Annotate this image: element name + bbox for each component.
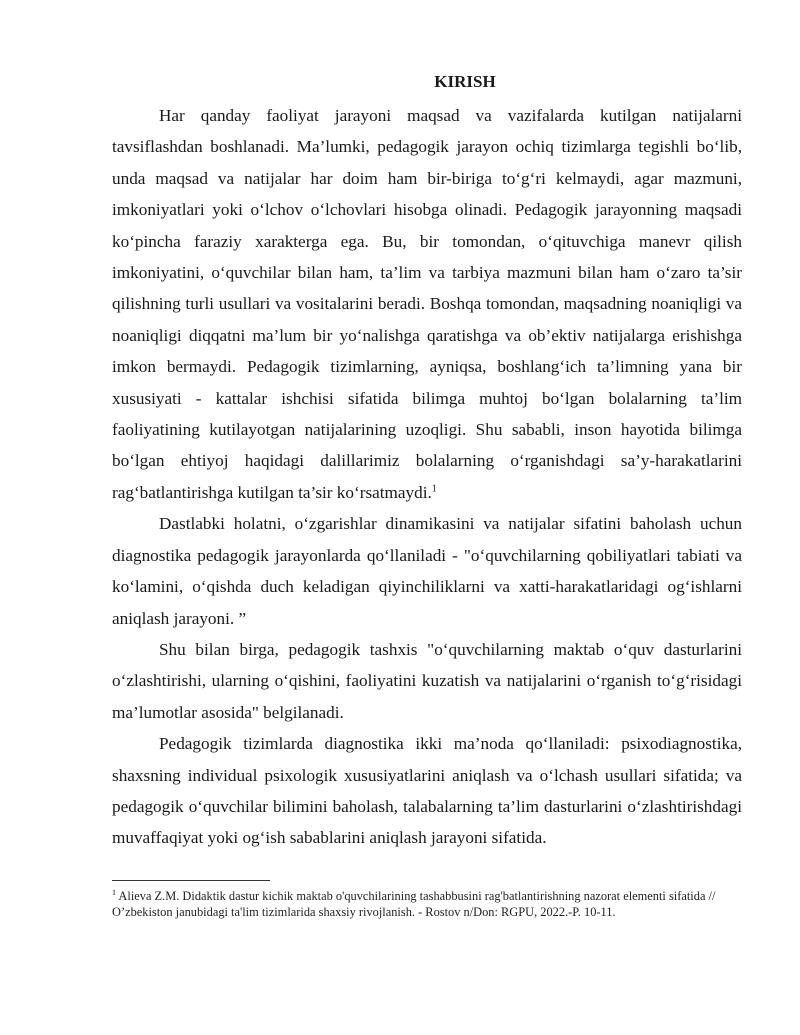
footnote-divider <box>112 880 270 881</box>
paragraph-1 <box>112 100 742 508</box>
footnote-reference[interactable]: 1 <box>431 483 437 495</box>
paragraph-4: Pedagogik tizimlarda diagnostika ikki ma’noda qo‘llaniladi: psixodiagnostika, shaxsning individual psixologik xususiyatlarini aniqlash va o‘lchash usullari sifatida; va pedagogik o‘quvchilar bilimini baholash, talabalarning ta’lim dasturlarini o‘zlashtirishdagi muvaffaqiyat yoki og‘ish sabablarini aniqlash jarayoni sifatida. <box>112 734 742 848</box>
page-title: KIRISH <box>434 72 496 91</box>
document-body <box>112 100 742 854</box>
paragraph-3: Shu bilan birga, pedagogik tashxis "o‘quvchilarning maktab o‘quv dasturlarini o‘zlashtirishi, ularning o‘qishini, faoliyatini kuzatish va natijalarini o‘rganish to‘g‘risidagi ma’lumotlar asosida" belgilanadi. <box>112 639 742 722</box>
footnote <box>112 888 742 920</box>
paragraph-2: Dastlabki holatni, o‘zgarishlar dinamikasini va natijalar sifatini baholash uchun diagnostika pedagogik jarayonlarda qo‘llaniladi - "o‘quvchilarning qobiliyatlari tabiati va ko‘lamini, o‘qishda duch keladigan qiyinchiliklarni va xatti-harakatlaridagi og‘ishlarni aniqlash jarayoni. ” <box>112 514 742 628</box>
paragraph-1-text: Har qanday faoliyat jarayoni maqsad va vazifalarda kutilgan natijalarni tavsiflashdan boshlanadi. Ma’lumki, pedagogik jarayon ochiq tizimlarga tegishli bo‘lib, unda maqsad va natijalar har doim ham bir-biriga to‘g‘ri kelmaydi, agar mazmuni, imkoniyatlari yoki o‘lchov o‘lchovlari hisobga olinadi. Pedagogik jarayonning maqsadi ko‘pincha faraziy xarakterga ega. Bu, bir tomondan, o‘qituvchiga manevr qilish imkoniyatini, o‘quvchilar bilan ham, ta’lim va tarbiya mazmuni bilan ham o‘zaro ta’sir qilishning turli usullari va vositalarini beradi. Boshqa tomondan, maqsadning noaniqligi va noaniqligi diqqatni ma’lum bir yo‘nalishga qaratishga va ob’ektiv natijalarga erishishga imkon bermaydi. Pedagogik tizimlarning, ayniqsa, boshlang‘ich ta’limning yana bir xususiyati - kattalar ishchisi sifatida bilimga muhtoj bo‘lgan bolalarning ta’lim faoliyatining kutilayotgan natijalarining uzoqligi. Shu sababli, inson hayotida bilimga bo‘lgan ehtiyoj haqidagi dalillarimiz bolalarning o‘rganishdagi sa’y-harakatlarini rag‘batlantirishga kutilgan ta’sir ko‘rsatmaydi. <box>112 106 742 502</box>
footnote-marker: 1 <box>112 887 116 897</box>
footnote-text: Alieva Z.M. Didaktik dastur kichik maktab o'quvchilarining tashabbusini rag'batlantirishning nazorat elementi sifatida // O’zbekiston janubidagi ta'lim tizimlarida shaxsiy rivojlanish. - Rostov n/Don: RGPU, 2022.-P. 10-11. <box>112 889 716 920</box>
